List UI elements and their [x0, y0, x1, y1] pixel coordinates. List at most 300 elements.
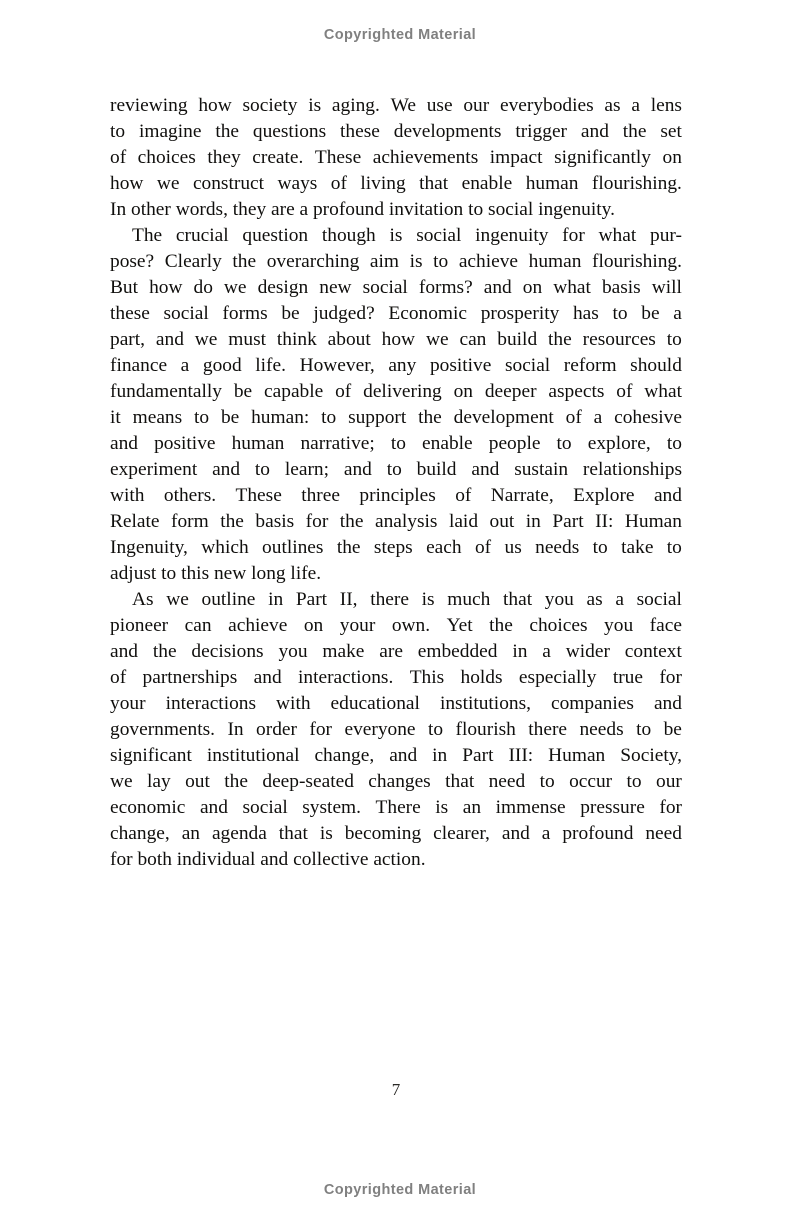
word: imagine [138, 121, 202, 142]
text-line [110, 353, 682, 379]
word: We [390, 95, 416, 116]
word: becoming [344, 823, 422, 844]
word: significantly [554, 147, 651, 168]
word: to [592, 537, 608, 558]
word: occur [569, 771, 613, 792]
word: each [426, 537, 462, 558]
word: system. [302, 797, 361, 818]
word: human [528, 251, 582, 272]
word: should [630, 355, 682, 376]
word: for [659, 667, 682, 688]
word: how [198, 95, 232, 116]
word: about [327, 329, 371, 350]
word: Yet [446, 615, 473, 636]
word: and [653, 485, 682, 506]
word: sustain [514, 459, 569, 480]
word: enable [422, 433, 473, 454]
word: institutional [206, 745, 300, 766]
word: need [645, 823, 682, 844]
word: developments [393, 121, 502, 142]
word: an [462, 797, 482, 818]
text-line [110, 691, 682, 717]
word: II, [339, 589, 358, 610]
word: embedded [417, 641, 498, 662]
word: face [649, 615, 682, 636]
word: These [314, 147, 362, 168]
word: for [659, 797, 682, 818]
word: others. [163, 485, 217, 506]
word: for [309, 719, 333, 740]
word: immense [495, 797, 566, 818]
word: to [626, 771, 642, 792]
word: choices [137, 147, 196, 168]
word: outlines [262, 537, 324, 558]
word: positive [429, 355, 492, 376]
word: and [110, 641, 138, 662]
word: these [110, 303, 150, 324]
word: and [253, 667, 282, 688]
word: everybodies [499, 95, 594, 116]
word: judged? [313, 303, 375, 324]
word: Relate [110, 511, 160, 532]
word: to [427, 719, 444, 740]
word: out [185, 771, 210, 792]
word: on [662, 147, 682, 168]
word: that [278, 823, 308, 844]
word: relationships [582, 459, 682, 480]
word: However, [299, 355, 375, 376]
word: holds [460, 667, 503, 688]
word: must [228, 329, 267, 350]
word: means [132, 407, 183, 428]
text-line [110, 223, 682, 249]
word: ingenuity [475, 225, 549, 246]
word: how [149, 277, 183, 298]
word: new [319, 277, 352, 298]
word: to [612, 303, 628, 324]
text-line: adjust to this new long life. [110, 563, 322, 584]
word: experiment [110, 459, 198, 480]
word: human [231, 433, 285, 454]
text-line [110, 249, 682, 275]
word: to [539, 771, 555, 792]
word: analysis [374, 511, 438, 532]
word: lens [650, 95, 682, 116]
word: pur- [650, 225, 682, 246]
word: a [180, 355, 190, 376]
word: change, [110, 823, 170, 844]
word: aging. [331, 95, 380, 116]
word: be [220, 407, 240, 428]
word: changes [368, 771, 431, 792]
text-line [110, 821, 682, 847]
word: Society, [620, 745, 682, 766]
word: you [278, 641, 308, 662]
word: in [268, 589, 284, 610]
word: to [110, 121, 126, 142]
word: institutions, [439, 693, 531, 714]
word: take [621, 537, 654, 558]
text-line [110, 327, 682, 353]
word: we [156, 173, 180, 194]
word: social [416, 225, 462, 246]
word: life. [255, 355, 286, 376]
word: how [110, 173, 144, 194]
word: support [348, 407, 407, 428]
word: flourishing. [592, 251, 682, 272]
word: part, [110, 329, 145, 350]
word: especially [518, 667, 597, 688]
word: and [389, 745, 418, 766]
word: the [220, 511, 244, 532]
word: your [110, 693, 146, 714]
word: change, [314, 745, 375, 766]
text-line [110, 145, 682, 171]
word: everyone [344, 719, 416, 740]
word: our [656, 771, 682, 792]
word: that [419, 173, 449, 194]
word: aspects [548, 381, 605, 402]
word: partnerships [142, 667, 238, 688]
word: basis [255, 511, 295, 532]
word: to [666, 537, 682, 558]
word: how [381, 329, 416, 350]
word: of [330, 173, 347, 194]
word: is [389, 225, 403, 246]
word: use [426, 95, 453, 116]
word: to [636, 719, 652, 740]
word: reform [563, 355, 617, 376]
word: laid [448, 511, 479, 532]
word: outline [201, 589, 256, 610]
word: impact [489, 147, 543, 168]
word: to [666, 329, 682, 350]
word: be [663, 719, 682, 740]
word: and [483, 277, 512, 298]
word: of [110, 667, 127, 688]
word: what [553, 277, 591, 298]
text-line [110, 431, 682, 457]
word: we [223, 277, 247, 298]
text-line [110, 743, 682, 769]
word: social [362, 277, 408, 298]
word: and [110, 433, 138, 454]
word: which [201, 537, 249, 558]
word: need [488, 771, 526, 792]
text-line [110, 795, 682, 821]
word: to [390, 433, 406, 454]
word: us [504, 537, 522, 558]
word: As [132, 589, 154, 610]
running-foot: Copyrighted Material [323, 1182, 477, 1198]
word: be [281, 303, 300, 324]
word: aim [369, 251, 399, 272]
text-line [110, 587, 682, 613]
word: our [463, 95, 490, 116]
word: the [336, 537, 361, 558]
word: think [276, 329, 317, 350]
word: as [586, 589, 603, 610]
word: good [202, 355, 242, 376]
text-line [110, 717, 682, 743]
word: II: [595, 511, 614, 532]
word: overarching [266, 251, 360, 272]
word: educational [330, 693, 420, 714]
text-line [110, 509, 682, 535]
text-line [110, 119, 682, 145]
word: interactions. [298, 667, 394, 688]
word: order [256, 719, 297, 740]
word: learn; [284, 459, 329, 480]
word: a [673, 303, 682, 324]
word: prosperity [480, 303, 560, 324]
word: and [199, 797, 228, 818]
word: agenda [211, 823, 267, 844]
word: what [644, 381, 682, 402]
word: we [166, 589, 189, 610]
word: to [386, 459, 402, 480]
word: the [548, 329, 572, 350]
word: human [525, 173, 579, 194]
word: to [433, 251, 449, 272]
word: there [528, 719, 568, 740]
word: lay [147, 771, 171, 792]
text-line: for both individual and collective action. [110, 849, 426, 870]
word: There [375, 797, 421, 818]
word: needs [535, 537, 580, 558]
word: Part [462, 745, 494, 766]
word: steps [373, 537, 413, 558]
word: form [171, 511, 209, 532]
word: true [612, 667, 643, 688]
word: decisions [191, 641, 264, 662]
word: achievements [372, 147, 479, 168]
word: social [504, 355, 551, 376]
word: be [641, 303, 660, 324]
text-line: In other words, they are a profound invitation to social ingenuity. [110, 199, 615, 220]
word: question [242, 225, 309, 246]
word: you [604, 615, 634, 636]
word: of [335, 381, 352, 402]
word: a [615, 589, 624, 610]
word: society [242, 95, 298, 116]
word: own. [391, 615, 431, 636]
word: Ingenuity, [110, 537, 188, 558]
word: create. [252, 147, 304, 168]
word: the [418, 407, 442, 428]
word: Narrate, [490, 485, 554, 506]
word: set [660, 121, 682, 142]
word: do [193, 277, 213, 298]
paragraph [110, 587, 682, 873]
paragraph [110, 93, 682, 223]
word: social [636, 589, 682, 610]
word: of [455, 485, 472, 506]
body-text-block [110, 93, 682, 873]
word: there [370, 589, 409, 610]
word: in [512, 641, 528, 662]
word: needs [579, 719, 624, 740]
text-line [110, 171, 682, 197]
word: enable [461, 173, 513, 194]
word: fundamentally [110, 381, 222, 402]
text-line [110, 613, 682, 639]
word: that [445, 771, 475, 792]
word: as [604, 95, 621, 116]
word: with [110, 485, 145, 506]
word: principles [359, 485, 436, 506]
word: forms? [418, 277, 473, 298]
word: the [232, 251, 257, 272]
word: deep-seated [262, 771, 354, 792]
word: reviewing [110, 95, 188, 116]
word: be [233, 381, 253, 402]
word: an [181, 823, 201, 844]
word: to [321, 407, 337, 428]
word: we [194, 329, 218, 350]
word: profound [562, 823, 634, 844]
word: in [432, 745, 448, 766]
word: on [453, 381, 473, 402]
word: is [435, 797, 449, 818]
word: In [227, 719, 244, 740]
text-line [110, 639, 682, 665]
word: companies [551, 693, 634, 714]
word: we [425, 329, 449, 350]
word: the [489, 615, 513, 636]
word: cohesive [614, 407, 682, 428]
word: narrative; [300, 433, 375, 454]
word: flourish [455, 719, 516, 740]
word: and [471, 459, 500, 480]
word: basis [601, 277, 641, 298]
text-line [110, 483, 682, 509]
word: and [501, 823, 530, 844]
word: This [409, 667, 445, 688]
word: and [580, 121, 609, 142]
word: choices [529, 615, 588, 636]
word: social [163, 303, 209, 324]
text-line [110, 457, 682, 483]
word: These [235, 485, 282, 506]
word: a [541, 823, 551, 844]
word: on [522, 277, 543, 298]
word: they [207, 147, 241, 168]
word: pressure [580, 797, 645, 818]
word: are [379, 641, 403, 662]
word: for [305, 511, 329, 532]
word: capable [264, 381, 324, 402]
word: explore, [587, 433, 651, 454]
word: context [624, 641, 682, 662]
word: has [572, 303, 599, 324]
word: questions [252, 121, 327, 142]
word: design [257, 277, 309, 298]
word: construct [192, 173, 265, 194]
word: out [489, 511, 515, 532]
text-line [110, 405, 682, 431]
text-line [110, 379, 682, 405]
word: though [321, 225, 376, 246]
word: of [474, 537, 492, 558]
word: your [339, 615, 376, 636]
word: build [497, 329, 538, 350]
word: pioneer [110, 615, 169, 636]
word: pose? [110, 251, 155, 272]
word: III: [508, 745, 534, 766]
text-line [110, 535, 682, 561]
word: we [110, 771, 133, 792]
word: flourishing. [591, 173, 682, 194]
word: positive [154, 433, 216, 454]
text-line [110, 665, 682, 691]
word: what [598, 225, 637, 246]
text-line [110, 769, 682, 795]
word: Part [295, 589, 328, 610]
word: make [322, 641, 365, 662]
word: Part [552, 511, 584, 532]
word: the [152, 641, 177, 662]
word: build [416, 459, 457, 480]
word: and [212, 459, 241, 480]
word: significant [110, 745, 192, 766]
word: governments. [110, 719, 216, 740]
word: for [562, 225, 585, 246]
word: development [453, 407, 554, 428]
word: with [276, 693, 311, 714]
word: social [242, 797, 288, 818]
word: on [303, 615, 324, 636]
word: Human [624, 511, 682, 532]
word: the [224, 771, 248, 792]
word: the [215, 121, 240, 142]
word: Economic [388, 303, 468, 324]
word: can [184, 615, 212, 636]
word: delivering [363, 381, 442, 402]
word: living [360, 173, 406, 194]
word: Clearly [164, 251, 222, 272]
word: to [556, 433, 572, 454]
word: ways [277, 173, 318, 194]
word: in [525, 511, 541, 532]
word: it [110, 407, 121, 428]
word: Human [548, 745, 606, 766]
word: much [447, 589, 491, 610]
text-line [110, 301, 682, 327]
word: a [593, 407, 603, 428]
word: deeper [484, 381, 537, 402]
word: to [666, 433, 682, 454]
word: to [254, 459, 271, 480]
word: is [409, 251, 423, 272]
word: But [110, 277, 139, 298]
word: forms [222, 303, 268, 324]
word: a [631, 95, 640, 116]
word: a [542, 641, 551, 662]
word: of [616, 381, 633, 402]
word: can [459, 329, 487, 350]
word: The [132, 225, 163, 246]
word: is [319, 823, 333, 844]
word: you [544, 589, 574, 610]
word: people [488, 433, 541, 454]
word: crucial [175, 225, 229, 246]
word: will [651, 277, 682, 298]
word: interactions [165, 693, 257, 714]
word: achieve [458, 251, 519, 272]
word: and [653, 693, 682, 714]
text-line [110, 275, 682, 301]
